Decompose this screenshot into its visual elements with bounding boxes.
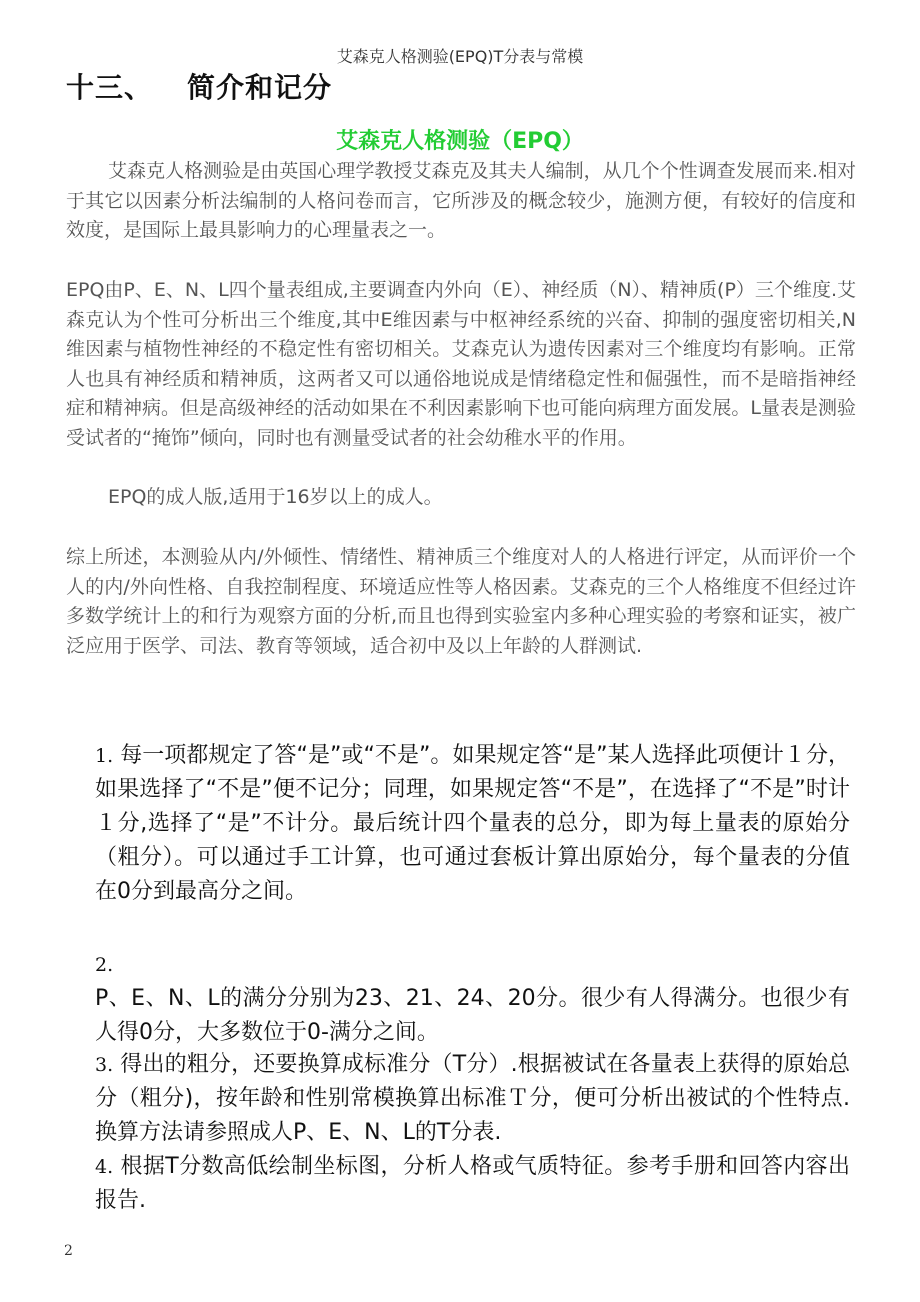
item-text: 根据T分数高低绘制坐标图，分析人格或气质特征。参考手册和回答内容出报告.: [95, 1154, 850, 1213]
item-number: 4.: [95, 1156, 114, 1178]
section-number: 十三、: [66, 71, 154, 104]
item-number: 1.: [95, 745, 114, 767]
running-header: 艾森克人格测验(EPQ)T分表与常模: [336, 47, 584, 66]
page-number: 2: [64, 1243, 73, 1259]
scoring-item-3: [95, 1048, 850, 1150]
summary-paragraph: 综上所述，本测验从内/外倾性、情绪性、精神质三个维度对人的人格进行评定，从而评价一个人的内/外向性格、自我控制程度、环境适应性等人格因素。艾森克的三个人格维度不但经过许多数学统计上的和行为观察方面的分析,而且也得到实验室内多种心理实验的考察和证实，被广泛应用于医学、司法、教育等领域，适合初中及以上年龄的人群测试.: [66, 546, 856, 657]
scales-paragraph: EPQ由P、E、N、L四个量表组成,主要调查内外向（E）、神经质（N）、精神质(P）三个维度.艾森克认为个性可分析出三个维度,其中E维因素与中枢神经系统的兴奋、抑制的强度密切相关,N维因素与植物性神经的不稳定性有密切相关。艾森克认为遗传因素对三个维度均有影响。正常人也具有神经质和精神质，这两者又可以通俗地说成是情绪稳定性和倔强性，而不是暗指神经症和精神病。但是高级神经的活动如果在不利因素影响下也可能向病理方面发展。L量表是测验受试者的“掩饰”倾向，同时也有测量受试者的社会幼稚水平的作用。: [66, 279, 856, 449]
scoring-item-2: [95, 948, 850, 1050]
scoring-item-1: [95, 739, 850, 909]
item-number: 3.: [95, 1054, 114, 1076]
document-title: 艾森克人格测验（EPQ）: [336, 129, 584, 154]
scoring-item-4: [95, 1150, 850, 1218]
intro-paragraph: 艾森克人格测验是由英国心理学教授艾森克及其夫人编制，从几个个性调查发展而来.相对于其它以因素分析法编制的人格问卷而言，它所涉及的概念较少，施测方便，有较好的信度和效度，是国际上最具影响力的心理量表之一。: [66, 160, 856, 241]
adult-version-paragraph: EPQ的成人版,适用于16岁以上的成人。: [108, 486, 443, 508]
item-text: 每一项都规定了答“是”或“不是”。如果规定答“是”某人选择此项便计１分，如果选择了“不是”便不记分；同理，如果规定答“不是”，在选择了“不是”时计１分,选择了“是”不计分。最后统计四个量表的总分，即为每上量表的原始分（粗分）。可以通过手工计算，也可通过套板计算出原始分，每个量表的分值在0分到最高分之间。: [95, 743, 851, 904]
item-text: 得出的粗分，还要换算成标准分（T分）.根据被试在各量表上获得的原始总分（粗分)，按年龄和性别常模换算出标准Ｔ分，便可分析出被试的个性特点.换算方法请参照成人P、E、N、L的T分表.: [95, 1052, 850, 1145]
item-text: P、E、N、L的满分分别为23、21、24、20分。很少有人得满分。也很少有人得0分，大多数位于0-满分之间。: [95, 986, 850, 1045]
section-heading: [66, 66, 332, 106]
section-title-text: 简介和记分: [187, 71, 333, 104]
item-number: 2.: [95, 954, 114, 976]
